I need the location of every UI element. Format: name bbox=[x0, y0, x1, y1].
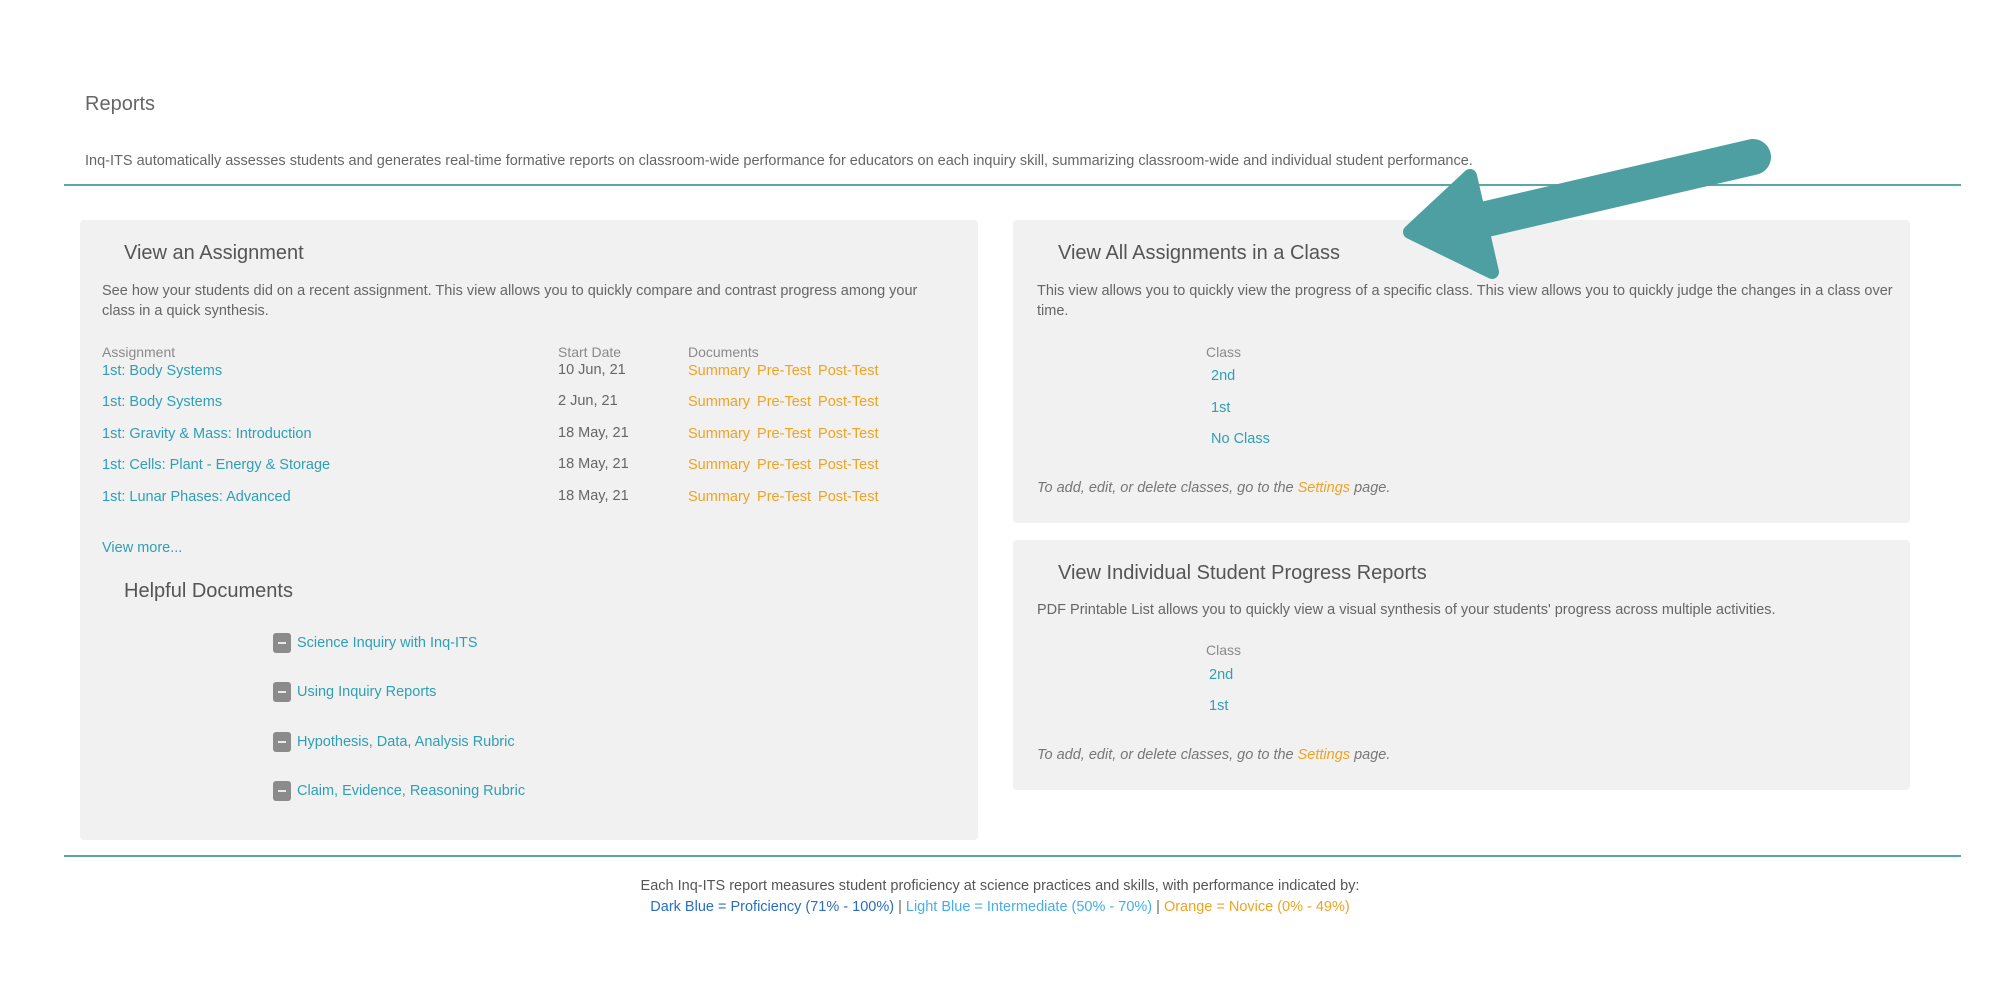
start-date-column-header: Start Date bbox=[558, 344, 622, 360]
settings-note-text: page. bbox=[1350, 747, 1391, 763]
summary-link[interactable]: Summary bbox=[688, 457, 751, 473]
view-assignment-description: See how your students did on a recent assignment. This view allows you to quickly compare and contrast progress among your class in a quick synthesis. bbox=[102, 283, 918, 319]
settings-note-text: To add, edit, or delete classes, go to the bbox=[1037, 747, 1298, 763]
summary-link[interactable]: Summary bbox=[688, 426, 751, 442]
pre-test-link[interactable]: Pre-Test bbox=[757, 489, 812, 505]
class-link[interactable]: No Class bbox=[1211, 431, 1270, 447]
helpful-document-link[interactable]: Science Inquiry with Inq-ITS bbox=[297, 635, 478, 652]
assignment-link[interactable]: 1st: Lunar Phases: Advanced bbox=[102, 489, 291, 505]
post-test-link[interactable]: Post-Test bbox=[818, 457, 879, 473]
page-intro: Inq-ITS automatically assesses students and generates real-time formative reports on classroom-wide performance for educators on each inquiry skill, summarizing classroom-wide and individual student performance. bbox=[85, 153, 1473, 169]
settings-link[interactable]: Settings bbox=[1297, 480, 1351, 496]
view-class-assignments-title: View All Assignments in a Class bbox=[1058, 242, 1340, 264]
pre-test-link[interactable]: Pre-Test bbox=[757, 426, 812, 442]
settings-note-text: To add, edit, or delete classes, go to the bbox=[1037, 480, 1298, 496]
assignment-link[interactable]: 1st: Body Systems bbox=[102, 363, 223, 379]
class-link[interactable]: 2nd bbox=[1209, 667, 1234, 683]
class-column-header: Class bbox=[1206, 642, 1242, 658]
post-test-link[interactable]: Post-Test bbox=[818, 363, 879, 379]
class-link[interactable]: 1st bbox=[1211, 400, 1231, 416]
pre-test-link[interactable]: Pre-Test bbox=[757, 394, 812, 410]
pre-test-link[interactable]: Pre-Test bbox=[757, 457, 812, 473]
assignment-start-date: 18 May, 21 bbox=[558, 456, 629, 472]
post-test-link[interactable]: Post-Test bbox=[818, 426, 879, 442]
assignment-column-header: Assignment bbox=[102, 344, 176, 360]
summary-link[interactable]: Summary bbox=[688, 363, 751, 379]
assignment-link[interactable]: 1st: Gravity & Mass: Introduction bbox=[102, 426, 312, 442]
helpful-document-link[interactable]: Hypothesis, Data, Analysis Rubric bbox=[297, 734, 515, 751]
student-progress-description: PDF Printable List allows you to quickly view a visual synthesis of your students' progress across multiple activities. bbox=[1037, 602, 1776, 618]
page-title: Reports bbox=[85, 93, 156, 115]
assignment-start-date: 18 May, 21 bbox=[558, 425, 629, 441]
view-assignment-title: View an Assignment bbox=[124, 242, 304, 264]
assignment-link[interactable]: 1st: Cells: Plant - Energy & Storage bbox=[102, 457, 331, 473]
proficiency-explanation: Each Inq-ITS report measures student proficiency at science practices and skills, with performance indicated by: bbox=[640, 878, 1360, 894]
class-link[interactable]: 1st bbox=[1209, 698, 1229, 714]
summary-link[interactable]: Summary bbox=[688, 394, 751, 410]
assignment-link[interactable]: 1st: Body Systems bbox=[102, 394, 223, 410]
view-more-link[interactable]: View more... bbox=[102, 540, 183, 556]
post-test-link[interactable]: Post-Test bbox=[818, 489, 879, 505]
helpful-document-link[interactable]: Claim, Evidence, Reasoning Rubric bbox=[297, 783, 526, 800]
settings-note-text: page. bbox=[1350, 480, 1391, 496]
helpful-document-link[interactable]: Using Inquiry Reports bbox=[297, 684, 437, 701]
summary-link[interactable]: Summary bbox=[688, 489, 751, 505]
assignment-start-date: 18 May, 21 bbox=[558, 488, 629, 504]
legend-orange: Orange = Novice (0% - 49%) bbox=[1163, 899, 1350, 915]
assignment-start-date: 2 Jun, 21 bbox=[558, 393, 618, 409]
settings-link[interactable]: Settings bbox=[1297, 747, 1351, 763]
assignment-start-date: 10 Jun, 21 bbox=[558, 362, 626, 378]
legend-separator: | bbox=[894, 899, 906, 915]
student-progress-title: View Individual Student Progress Reports bbox=[1058, 562, 1427, 584]
documents-column-header: Documents bbox=[688, 344, 759, 360]
view-class-assignments-description: This view allows you to quickly view the progress of a specific class. This view allows you to quickly judge the changes in a class over time. bbox=[1037, 283, 1893, 319]
class-link[interactable]: 2nd bbox=[1211, 368, 1236, 384]
post-test-link[interactable]: Post-Test bbox=[818, 394, 879, 410]
legend-dark-blue: Dark Blue = Proficiency (71% - 100%) bbox=[650, 899, 895, 915]
pre-test-link[interactable]: Pre-Test bbox=[757, 363, 812, 379]
class-column-header: Class bbox=[1206, 344, 1242, 360]
legend-separator: | bbox=[1152, 899, 1164, 915]
helpful-documents-title: Helpful Documents bbox=[124, 580, 293, 602]
legend-light-blue: Light Blue = Intermediate (50% - 70%) bbox=[905, 899, 1153, 915]
